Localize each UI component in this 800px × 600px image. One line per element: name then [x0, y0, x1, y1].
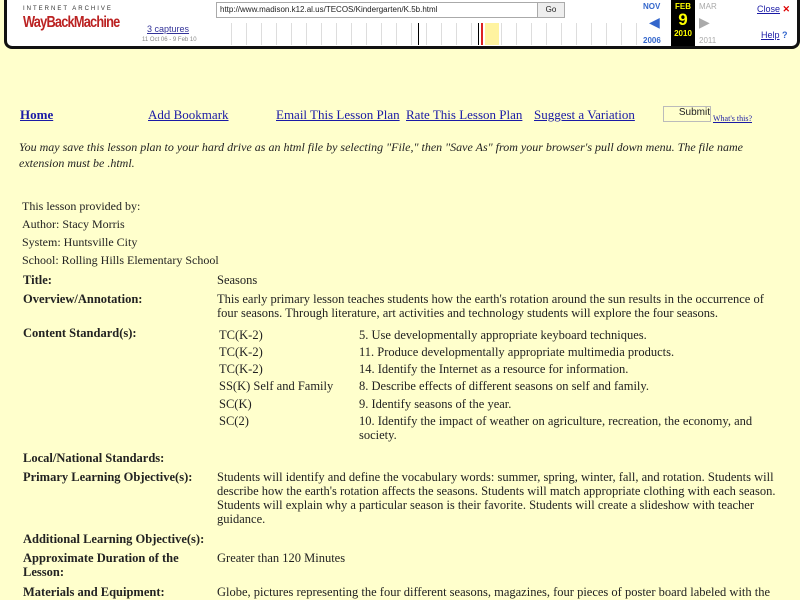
standard-desc: 5. Use developmentally appropriate keyboard techniques.: [359, 328, 647, 342]
close-icon[interactable]: ✕: [782, 4, 791, 14]
standard-code: TC(K-2): [219, 328, 263, 342]
primary-objective-value: Students will identify and define the vocabulary words: summer, spring, winter, fall, and rotation. Students will describe how the earth's rotation affects the seasons. Students will match appropriate clothing with each season. Students will explain why a particular season is their favorite. Students will create a slideshow with teacher guidance.: [217, 470, 776, 526]
local-standards-label: Local/National Standards:: [23, 451, 165, 465]
capture-range: 11 Oct 06 - 9 Feb 10: [142, 37, 197, 43]
standard-code: SS(K) Self and Family: [219, 379, 334, 393]
next-month: MAR: [699, 2, 717, 11]
prev-arrow-icon[interactable]: ◀: [649, 14, 660, 30]
suggest-variation-link[interactable]: Suggest a Variation: [534, 107, 635, 122]
next-year: 2011: [699, 36, 717, 45]
standard-desc: 10. Identify the impact of weather on agriculture, recreation, the economy, and society.: [359, 414, 753, 442]
duration-value: Greater than 120 Minutes: [217, 551, 346, 565]
standard-desc: 9. Identify seasons of the year.: [359, 397, 512, 411]
provider-heading: This lesson provided by:: [22, 199, 141, 213]
email-lesson-link[interactable]: Email This Lesson Plan: [276, 107, 400, 122]
year-highlight: [485, 23, 499, 45]
prev-month[interactable]: NOV: [643, 2, 661, 11]
timeline[interactable]: [217, 23, 637, 45]
author: Author: Stacy Morris: [22, 217, 125, 231]
materials-label: Materials and Equipment:: [23, 585, 165, 599]
current-date: [671, 0, 695, 46]
additional-objective-label: Additional Learning Objective(s):: [23, 532, 205, 546]
standard-desc: 11. Produce developmentally appropriate multimedia products.: [359, 345, 675, 359]
home-link[interactable]: Home: [20, 107, 54, 122]
rate-lesson-link[interactable]: Rate This Lesson Plan: [406, 107, 523, 122]
add-bookmark-link[interactable]: Add Bookmark: [148, 107, 229, 122]
overview-label: Overview/Annotation:: [23, 292, 143, 306]
content-standards-label: Content Standard(s):: [23, 326, 137, 340]
provider-info: [22, 197, 219, 269]
save-instructions: You may save this lesson plan to your hard drive as an html file by selecting "File," then "Save As" from your browser's pull down menu. The file name extension must be .html.: [19, 140, 743, 170]
materials-value: Globe, pictures representing the four different seasons, magazines, four pieces of poster board labeled with the: [217, 585, 771, 599]
capture-mark[interactable]: [478, 23, 479, 45]
captures-link[interactable]: 3 captures: [147, 24, 190, 34]
help-button[interactable]: [761, 30, 788, 40]
cur-year: 2010: [674, 29, 692, 38]
url-input[interactable]: http://www.madison.k12.al.us/TECOS/Kindergarten/K.5b.html: [216, 2, 540, 18]
standard-code: SC(2): [219, 414, 249, 428]
primary-objective-label: Primary Learning Objective(s):: [23, 470, 193, 484]
wayback-toolbar: [4, 0, 800, 49]
logo-top: INTERNET ARCHIVE: [23, 6, 113, 12]
cur-month: FEB: [675, 2, 691, 11]
current-mark[interactable]: [481, 23, 483, 45]
standard-desc: 14. Identify the Internet as a resource for information.: [359, 362, 629, 376]
system: System: Huntsville City: [22, 235, 138, 249]
go-button[interactable]: Go: [537, 2, 565, 18]
overview-value: This early primary lesson teaches students how the earth's rotation around the sun results in the occurrence of four seasons. Through literature, art activities and technology students will explore the four seasons.: [217, 292, 764, 320]
standard-code: TC(K-2): [219, 345, 263, 359]
duration-label: Approximate Duration of the Lesson:: [23, 551, 179, 579]
title-label: Title:: [23, 273, 52, 287]
school: School: Rolling Hills Elementary School: [22, 253, 219, 267]
close-label[interactable]: Close: [757, 4, 781, 14]
wayback-logo[interactable]: WayBackMachine: [23, 14, 120, 31]
help-label[interactable]: Help: [761, 30, 780, 40]
cur-day: 9: [678, 10, 688, 29]
capture-mark[interactable]: [418, 23, 419, 45]
standard-code: TC(K-2): [219, 362, 263, 376]
prev-year[interactable]: 2006: [643, 36, 661, 45]
whats-this-link[interactable]: What's this?: [713, 114, 752, 123]
submit-button[interactable]: Submit: [663, 106, 711, 122]
close-button[interactable]: [757, 4, 790, 15]
title-value: Seasons: [217, 273, 258, 287]
standard-desc: 8. Describe effects of different seasons on self and family.: [359, 379, 649, 393]
standard-code: SC(K): [219, 397, 252, 411]
help-icon[interactable]: ?: [782, 30, 788, 40]
next-arrow-icon: ▶: [699, 14, 710, 30]
